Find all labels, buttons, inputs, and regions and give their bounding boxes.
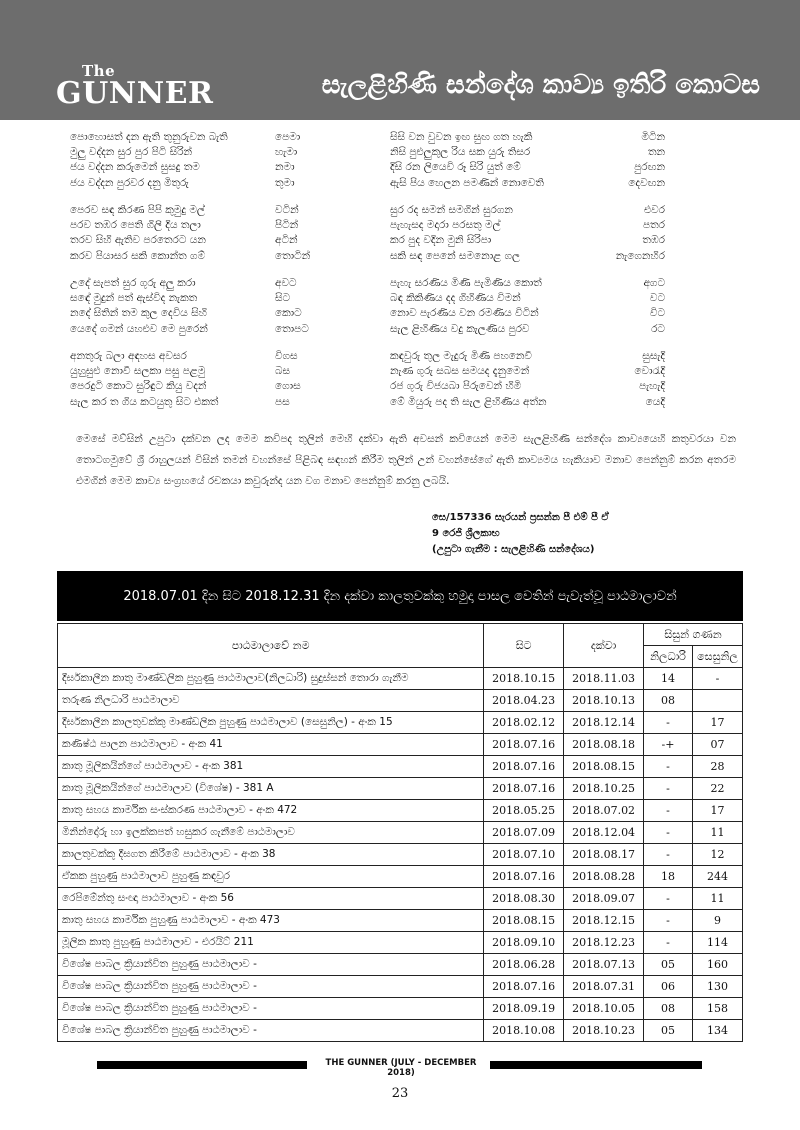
footer-text: THE GUNNER (JULY - DECEMBER 2018) xyxy=(325,1058,477,1078)
table-row xyxy=(58,932,743,954)
course-name-cell: මිනින්දෝරු හා ඉලක්කපත් හසුකර ගැනීමේ පාඨමාලාව xyxy=(58,822,484,844)
poem-re: පුරඟන xyxy=(634,161,665,174)
soldiers-cell: 07 xyxy=(692,734,742,756)
poem-rh: නිසි පුළුලුකුල රිය සක යුරු තිසර xyxy=(390,146,531,159)
footer-bar-right xyxy=(490,1061,702,1069)
poem-rh: දිසි රන ලියෙවි රූ සිරි යුත් මේ xyxy=(390,161,521,174)
officers-cell: 08 xyxy=(644,690,693,712)
courses-banner: 2018.07.01 දින සිට 2018.12.31 දින දක්වා කාලතුවක්කු හමුදා පාසල වෙතින් පැවැත්වූ පාඨමාලාවන් xyxy=(57,571,743,621)
soldiers-cell: 12 xyxy=(692,844,742,866)
poem-lh: ජය වද්දන කරුමෙන් සුසදු තම xyxy=(70,161,200,174)
officers-cell: - xyxy=(644,822,693,844)
poem-lh: යෙදේ ගමන් යහළුව මෙ පුරෙන් xyxy=(70,322,208,335)
poem-rh: මේ මියුරු පද ති සැල ළිහිණිය අත්න xyxy=(390,395,547,408)
poem-lh: ජය වද්දන පුරවර දනු මිතුරු xyxy=(70,176,189,189)
from-date-cell: 2018.07.16 xyxy=(484,756,564,778)
from-date-cell: 2018.04.23 xyxy=(484,690,564,712)
soldiers-cell: 17 xyxy=(692,712,742,734)
courses-table xyxy=(57,623,743,1042)
poem-lh: කරව පියාසර සකි කොන්ත ගම් xyxy=(70,249,206,262)
poem-le: විගස xyxy=(275,350,298,362)
poem-lh: පෙරදුටි කොට සුරිඳුට කියු වදන් xyxy=(70,380,207,393)
poem-le: පිටින් xyxy=(275,219,299,232)
from-date-cell: 2018.10.08 xyxy=(484,1020,564,1042)
poem-re: තඹර xyxy=(642,234,665,247)
table-row xyxy=(58,800,743,822)
course-name-cell: විශේෂ පාබල ක්‍රියාන්විත පුහුණු පාඨමාලාව - xyxy=(58,1020,484,1042)
to-date-cell: 2018.10.13 xyxy=(564,690,644,712)
table-row xyxy=(58,822,743,844)
from-date-cell: 2018.06.28 xyxy=(484,954,564,976)
soldiers-cell: 11 xyxy=(692,822,742,844)
poem-le: තුමා xyxy=(275,176,295,189)
from-date-cell: 2018.07.16 xyxy=(484,866,564,888)
table-row xyxy=(58,866,743,888)
poem-lh: සඳේ මුදුන් පත් ඇස්විද නැකත xyxy=(70,292,198,305)
soldiers-cell: 160 xyxy=(692,954,742,976)
poem-le: සිට xyxy=(275,292,291,305)
officers-cell: 14 xyxy=(644,668,693,690)
poem-le: ගොස xyxy=(275,380,301,393)
poem-stanza xyxy=(70,349,750,410)
poem-lh: සැල කර ත ගිය කටයුතු සිට එකත් xyxy=(70,395,219,408)
poem-re: වොරැදි xyxy=(634,365,665,378)
poem-le: පස xyxy=(275,395,290,408)
table-row xyxy=(58,888,743,910)
poem-re: විට xyxy=(649,307,665,320)
poem-rh: පැහැසද මදාරා පරසතු මල් xyxy=(390,219,501,232)
officers-cell: - xyxy=(644,712,693,734)
poem-rh: ඇසි පිය හෙලන පමණින් නොවෙති xyxy=(390,176,544,189)
soldiers-cell: 9 xyxy=(692,910,742,932)
poem-le: නමා xyxy=(275,161,295,174)
header-course-name: පාඨමාලාවේ නම xyxy=(58,624,484,668)
to-date-cell: 2018.12.14 xyxy=(564,712,644,734)
officers-cell: - xyxy=(644,756,693,778)
table-row xyxy=(58,910,743,932)
poem-rh: බඳ කිකිණිය දද ගිහිණිය විමන් xyxy=(390,292,521,305)
officers-cell: - xyxy=(644,844,693,866)
footer-bar-left xyxy=(97,1061,307,1069)
officers-cell: - xyxy=(644,932,693,954)
to-date-cell: 2018.08.17 xyxy=(564,844,644,866)
from-date-cell: 2018.09.10 xyxy=(484,932,564,954)
poem-le: අටින් xyxy=(275,234,298,247)
poem-re: පැහැදි xyxy=(639,380,665,393)
course-name-cell: දීර්ඝකාලීන කාලතුවක්කු මාණ්ඩලික පුහුණු පාඨමාලාව (සෙසුනිල) - අංක 15 xyxy=(58,712,484,734)
poem-re: සුසැදි xyxy=(642,350,665,362)
poem-le: බස xyxy=(275,365,291,378)
course-name-cell: ඒකක පුහුණු පාඨමාලාව පුහුණු කඳවුර xyxy=(58,866,484,888)
header-to: දක්වා xyxy=(564,624,644,668)
officers-cell: 18 xyxy=(644,866,693,888)
course-name-cell: රෙපිමේන්තු සංඥා පාඨමාලාව - අංක 56 xyxy=(58,888,484,910)
to-date-cell: 2018.07.31 xyxy=(564,976,644,998)
table-row xyxy=(58,998,743,1020)
poem-le: වටින් xyxy=(275,204,299,216)
table-row xyxy=(58,1020,743,1042)
poem-lh: අනතුරු බලා අඳහස අවසර xyxy=(70,350,187,362)
from-date-cell: 2018.08.30 xyxy=(484,888,564,910)
officers-cell: -+ xyxy=(644,734,693,756)
officers-cell: 08 xyxy=(644,998,693,1020)
soldiers-cell xyxy=(692,690,742,712)
from-date-cell: 2018.08.15 xyxy=(484,910,564,932)
poem-le: හැමා xyxy=(275,146,298,159)
from-date-cell: 2018.07.10 xyxy=(484,844,564,866)
poem-re: අගට xyxy=(643,277,665,289)
to-date-cell: 2018.08.15 xyxy=(564,756,644,778)
table-row xyxy=(58,976,743,998)
table-row xyxy=(58,668,743,690)
soldiers-cell: 22 xyxy=(692,778,742,800)
course-name-cell: දීර්ඝකාලීන කාතු මාණ්ඩලික පුහුණු පාඨමාලාව(නිලධාරි) සුදුස්සන් තොරා ගැනීම xyxy=(58,668,484,690)
table-row xyxy=(58,778,743,800)
poem-rh: සුර රද සමන් සමගින් සුරගන xyxy=(390,204,513,216)
poem-re: එවර xyxy=(644,204,665,216)
poem-re: තන xyxy=(647,146,665,159)
from-date-cell: 2018.07.16 xyxy=(484,778,564,800)
officers-cell: 05 xyxy=(644,1020,693,1042)
poem-re: මිටින xyxy=(641,131,665,143)
poem-le: තොපට xyxy=(275,322,309,335)
to-date-cell: 2018.10.25 xyxy=(564,778,644,800)
soldiers-cell: 244 xyxy=(692,866,742,888)
to-date-cell: 2018.12.23 xyxy=(564,932,644,954)
to-date-cell: 2018.07.13 xyxy=(564,954,644,976)
officers-cell: 05 xyxy=(644,954,693,976)
from-date-cell: 2018.02.12 xyxy=(484,712,564,734)
poem-lh: පෙරව සඳ කිරණ පිපි කුමුදු මල් xyxy=(70,204,205,216)
poem-stanza xyxy=(70,276,750,337)
course-name-cell: තරුණ නිලධාරි පාඨමාලාව xyxy=(58,690,484,712)
signature-line-2: 9 රෙජි ශ්‍රීලකාභ xyxy=(432,528,500,539)
officers-cell: - xyxy=(644,888,693,910)
header-officers: නිලධාරි xyxy=(644,646,693,668)
course-name-cell: මූලික කාතු පුහුණු පාඨමාලාව - එරයිට් 211 xyxy=(58,932,484,954)
poem-re: දෙවඟන xyxy=(628,176,665,189)
table-row xyxy=(58,954,743,976)
soldiers-cell: 134 xyxy=(692,1020,742,1042)
table-row xyxy=(58,756,743,778)
poem-lh: පරව තඹර පෙති ගිලි දිය තලා xyxy=(70,219,201,232)
table-row xyxy=(58,712,743,734)
course-name-cell: කාතු මූලිකයින්ගේ පාඨමාලාව - අංක 381 xyxy=(58,756,484,778)
to-date-cell: 2018.09.07 xyxy=(564,888,644,910)
poem-rh: සැල ළිහිණිය වදු කැලණිය පුරව xyxy=(390,322,530,335)
gunner-logo xyxy=(56,62,214,112)
course-name-cell: කාතු සහය කාර්මික සංස්කරණ පාඨමාලාව - අංක 472 xyxy=(58,800,484,822)
poem-le: තොටින් xyxy=(275,249,311,262)
soldiers-cell: - xyxy=(692,668,742,690)
poem-rh: රජ ගුරු විජයබා පිරුවෙන් හිමි xyxy=(390,380,522,393)
officers-cell: - xyxy=(644,800,693,822)
to-date-cell: 2018.08.18 xyxy=(564,734,644,756)
soldiers-cell: 158 xyxy=(692,998,742,1020)
poem-lh: උදේ සැපත් සුර ගුරු අලු කරා xyxy=(70,277,196,289)
course-name-cell: කණිෂ්ඨ පාලන පාඨමාලාව - අංක 41 xyxy=(58,734,484,756)
poem-lh: තරව සිහි ඇතිව පරතෙරට යන xyxy=(70,234,206,247)
poem-re: පතර xyxy=(643,219,665,232)
poem-le: කොට xyxy=(275,307,302,320)
soldiers-cell: 114 xyxy=(692,932,742,954)
course-name-cell: කාතු සහය කාර්මික පුහුණු පාඨමාලාව - අංක 473 xyxy=(58,910,484,932)
poem-stanza xyxy=(70,203,750,264)
poem-section xyxy=(70,130,750,422)
poem-re: නැගෙනහිර xyxy=(615,249,665,262)
header-from: සිට xyxy=(484,624,564,668)
poem-lh: මුලු වද්දන සුර පුර පිටි සිරින් xyxy=(70,146,193,159)
from-date-cell: 2018.07.09 xyxy=(484,822,564,844)
poem-re: රට xyxy=(651,322,665,335)
from-date-cell: 2018.07.16 xyxy=(484,734,564,756)
poem-lh: නදේ සිතින් තම කුල දෙවිය සිහි xyxy=(70,307,207,320)
poem-le: පෙමා xyxy=(275,131,301,143)
soldiers-cell: 11 xyxy=(692,888,742,910)
prose-paragraph: මෙසේ මව්සින් උපුටා දක්වන ලද මෙම කවිපද තුලින් මෙහි දක්වා ඇති අවසන් කවියෙන් මෙම සැලළිහිණි සන්දේශ කාව්‍යයෙහි කතුවරයා වන තොටගමුවේ ශ්‍රී රාහුලයන් විසින් තමන් වහන්සේ පිළිබඳ සඳහන් කිරීම තුලින් උන් වහන්සේගේ ඇති කාව්‍යමය හැකියාව මනාව පෙන්නුම් කරන අතරම එමගින් මෙම කාව්‍ය සංග්‍රහයේ රචකයා කවුරුන්ද යන වග මනාව පෙන්නුම් කරනු ලබයි. xyxy=(76,433,736,487)
soldiers-cell: 130 xyxy=(692,976,742,998)
header-soldiers: සෙසුනිල xyxy=(692,646,742,668)
from-date-cell: 2018.07.16 xyxy=(484,976,564,998)
course-name-cell: කාතු මූලිකයින්ගේ පාඨමාලාව (විශේෂ) - 381 A xyxy=(58,778,484,800)
officers-cell: 06 xyxy=(644,976,693,998)
course-name-cell: විශේෂ පාබල ක්‍රියාන්විත පුහුණු පාඨමාලාව - xyxy=(58,954,484,976)
table-row xyxy=(58,734,743,756)
to-date-cell: 2018.12.15 xyxy=(564,910,644,932)
from-date-cell: 2018.09.19 xyxy=(484,998,564,1020)
poem-rh: නැණ ගුරු සබස සමයද දැනුමෙන් xyxy=(390,365,530,378)
poem-re: යෙදි xyxy=(645,395,665,408)
header-student-count: සිසුන් ගණන xyxy=(644,624,743,646)
officers-cell: - xyxy=(644,910,693,932)
table-row xyxy=(58,844,743,866)
poem-rh: කර පුද වදින මුනි සිරිපා xyxy=(390,234,492,247)
course-name-cell: විශේෂ පාබල ක්‍රියාන්විත පුහුණු පාඨමාලාව - xyxy=(58,998,484,1020)
author-signature xyxy=(432,510,609,558)
signature-line-1: සෙ/157336 සැරයන් ප්‍රසන්න පී එම් පී ඒ xyxy=(432,512,609,523)
page-number: 23 xyxy=(391,1086,409,1101)
soldiers-cell: 28 xyxy=(692,756,742,778)
poem-rh: සිසි වන වුවන ඉඟ සුඟ ගත හැකි xyxy=(390,131,533,143)
poem-rh: පැහැ සරණිය මිණි පැමිණිය කොත් xyxy=(390,277,542,289)
poem-lh: පොහොසත් දන ඇති තුනුරුවන බැති xyxy=(70,131,228,143)
from-date-cell: 2018.05.25 xyxy=(484,800,564,822)
logo-the: The xyxy=(82,62,116,80)
to-date-cell: 2018.10.05 xyxy=(564,998,644,1020)
page-header xyxy=(0,0,800,120)
poem-le: අවට xyxy=(275,277,297,289)
to-date-cell: 2018.12.04 xyxy=(564,822,644,844)
poem-rh: කඳවුරු තුල මැදුරු මිණි පහනෙවී xyxy=(390,350,532,362)
poem-rh: සකි සඳ පෙනේ සමනොළ ගල xyxy=(390,249,521,262)
poem-stanza xyxy=(70,130,750,191)
signature-line-3: (උපුටා ගැනීම : සැලළිහිණි සන්දේශය) xyxy=(432,544,595,555)
logo-gunner: GUNNER xyxy=(56,76,214,111)
poem-rh: නොව පැරණිය වන රමණිය විටින් xyxy=(390,307,539,320)
to-date-cell: 2018.08.28 xyxy=(564,866,644,888)
course-name-cell: විශේෂ පාබල ක්‍රියාන්විත පුහුණු පාඨමාලාව - xyxy=(58,976,484,998)
table-row xyxy=(58,690,743,712)
officers-cell: - xyxy=(644,778,693,800)
to-date-cell: 2018.10.23 xyxy=(564,1020,644,1042)
to-date-cell: 2018.07.02 xyxy=(564,800,644,822)
page-title: සැලළිහිණි සන්දේශ කාව්‍ය ඉතිරි කොටස xyxy=(321,70,760,100)
poem-lh: යුහුසුළු නොවී සලකා පසු පළමු xyxy=(70,365,206,378)
poem-re: වට xyxy=(649,292,665,305)
soldiers-cell: 17 xyxy=(692,800,742,822)
from-date-cell: 2018.10.15 xyxy=(484,668,564,690)
course-name-cell: කාලතුවක්කු දීඝගත කිරීමේ පාඨමාලාව - අංක 38 xyxy=(58,844,484,866)
to-date-cell: 2018.11.03 xyxy=(564,668,644,690)
